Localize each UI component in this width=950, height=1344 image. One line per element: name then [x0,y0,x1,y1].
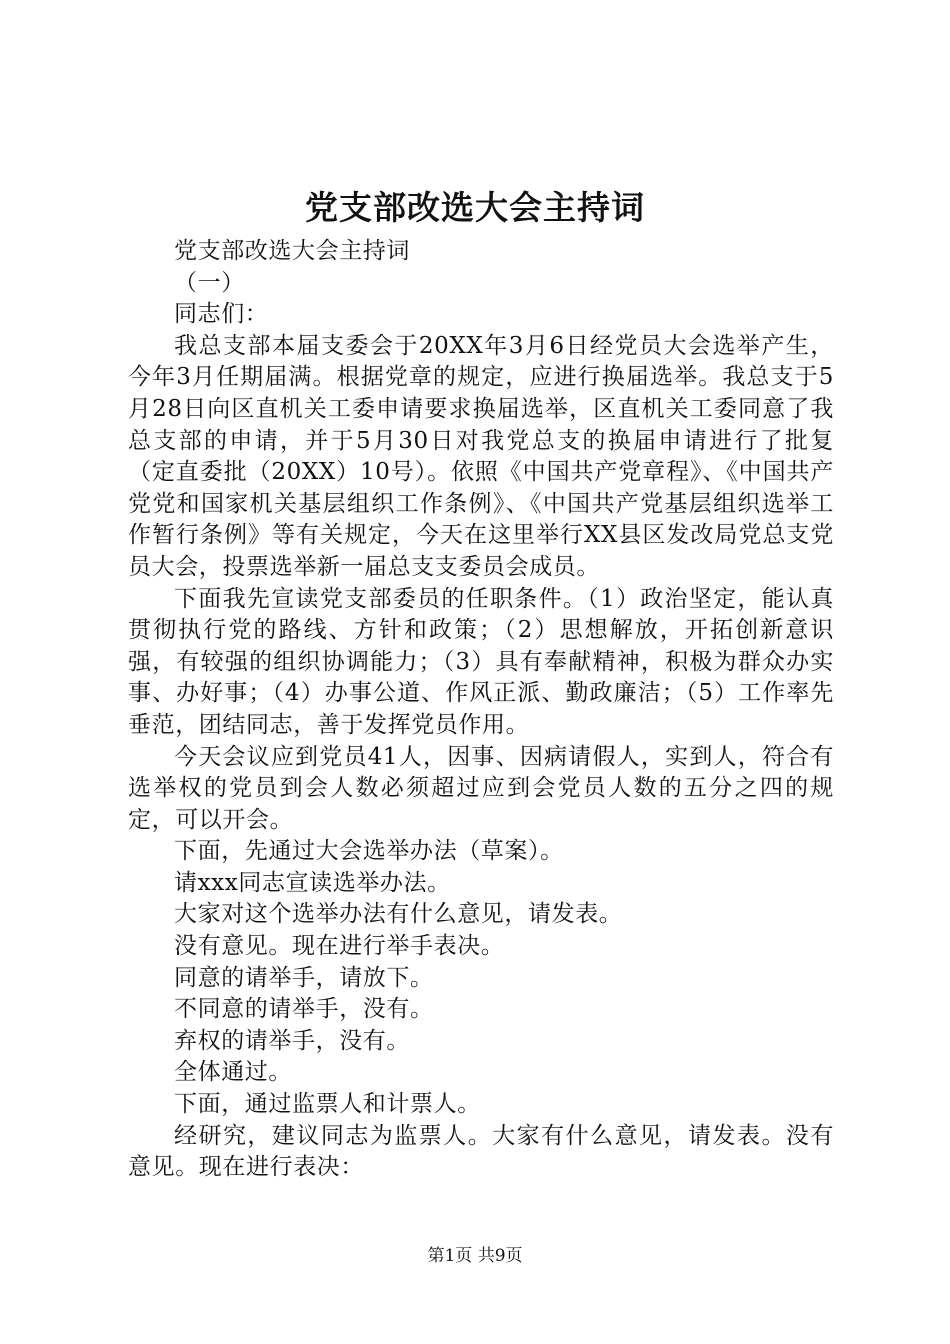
paragraph: 全体通过。 [174,1059,292,1086]
paragraph: 下面，先通过大会选举办法（草案）。 [174,838,564,865]
paragraph: 经研究，建议同志为监票人。大家有什么意见，请发表。没有意见。现在进行表决： [128,1122,834,1181]
paragraph: 下面，通过监票人和计票人。 [174,1091,481,1118]
paragraph: 同意的请举手，请放下。 [174,964,434,991]
paragraph: 我总支部本届支委会于20XX年3月6日经党员大会选举产生，今年3月任期届满。根据党章的规定，应进行换届选举。我总支于5月28日向区直机关工委申请要求换届选举，区直机关工委同意了我总支部的申请，并于5月30日对我党总支的换届申请进行了批复（定直委批（20XX）10号）。依照《中国共产党章程》、《中国共产党党和国家机关基层组织工作条例》、《中国共产党基层组织选举工作暂行条例》等有关规定，今天在这里举行XX县区发改局党总支党员大会，投票选举新一届总支支委员会成员。 [128,332,834,580]
paragraph: 党支部改选大会主持词 [174,238,410,264]
document-body [128,236,834,1184]
document-title: 党支部改选大会主持词 [305,188,645,227]
paragraph: 弃权的请举手，没有。 [174,1027,410,1054]
paragraph: 下面我先宣读党支部委员的任职条件。（1）政治坚定，能认真贯彻执行党的路线、方针和政策；（2）思想解放，开拓创新意识强，有较强的组织协调能力；（3）具有奉献精神，积极为群众办实事、办好事；（4）办事公道、作风正派、勤政廉洁；（5）工作率先垂范，团结同志，善于发挥党员作用。 [128,585,834,738]
paragraph: 今天会议应到党员41人，因事、因病请假人，实到人，符合有选举权的党员到会人数必须超过应到会党员人数的五分之四的规定，可以开会。 [128,743,834,833]
paragraph: （一） [174,269,245,296]
paragraph: 不同意的请举手，没有。 [174,996,434,1023]
paragraph: 没有意见。现在进行举手表决。 [174,933,505,960]
page-footer: 第1页 共9页 [427,1246,523,1266]
paragraph: 大家对这个选举办法有什么意见，请发表。 [174,901,623,928]
paragraph: 同志们： [174,301,269,328]
paragraph: 请xxx同志宣读选举办法。 [174,869,451,896]
